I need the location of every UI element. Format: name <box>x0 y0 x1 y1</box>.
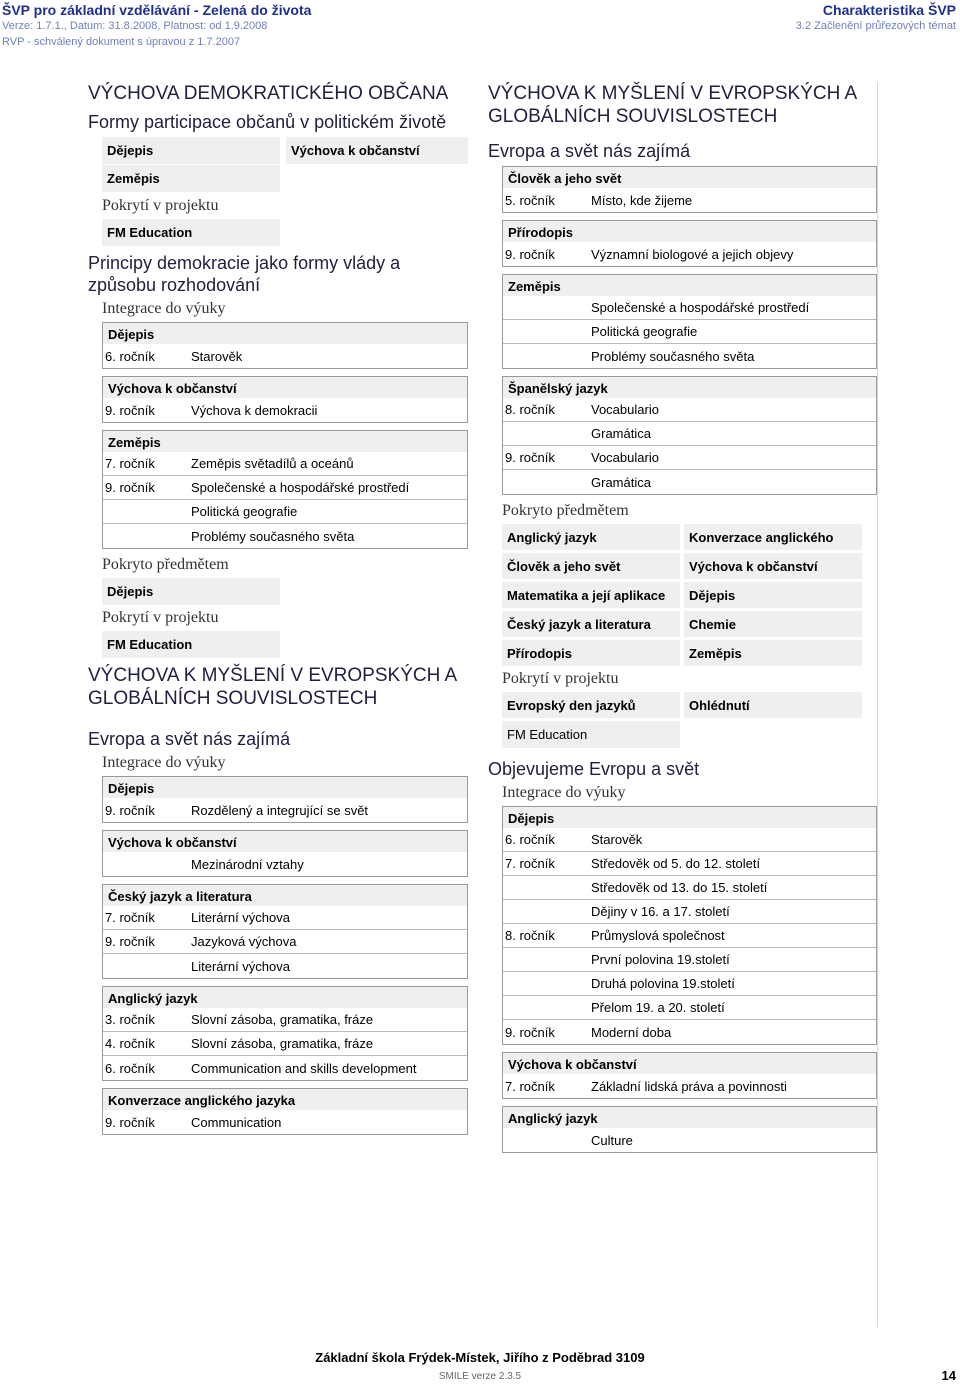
grade-label: 9. ročník <box>105 480 155 495</box>
topic-row <box>103 500 467 524</box>
topic-label: Vocabulario <box>591 450 659 465</box>
topic-row <box>103 344 467 368</box>
integration-blocks <box>488 166 877 495</box>
topic-label: Výchova k demokracii <box>191 402 318 418</box>
subsection-heading: Evropa a svět nás zajímá <box>488 141 691 161</box>
subject-heading: Zeměpis <box>503 274 876 296</box>
topic-label: Zeměpis světadílů a oceánů <box>191 456 354 471</box>
subject-heading: Anglický jazyk <box>103 986 467 1008</box>
topic-row <box>103 452 467 476</box>
topic-label: Politická geografie <box>591 324 698 339</box>
grade-label: 6. ročník <box>505 832 555 847</box>
software-version: SMILE verze 2.3.5 <box>438 1371 522 1382</box>
subject-block <box>502 274 877 369</box>
subject-heading: Český jazyk a literatura <box>103 884 467 906</box>
version-line: Verze: 1.7.1., Datum: 31.8.2008, Platnost: od 1.9.2008 <box>2 20 268 32</box>
grade-label: 9. ročník <box>505 246 555 262</box>
page-header <box>0 0 960 50</box>
subject-box: Výchova k občanství <box>286 137 468 164</box>
topic-row <box>503 320 876 344</box>
grade-label: 8. ročník <box>505 402 555 417</box>
topic-label: Gramática <box>591 426 651 441</box>
subject-block <box>502 1052 877 1099</box>
covered-heading: Pokryto předmětem <box>102 556 229 573</box>
topic-row <box>103 1056 467 1080</box>
topic-label: Politická geografie <box>191 504 298 519</box>
subject-heading: Výchova k občanství <box>503 1052 876 1074</box>
topic-row <box>503 828 876 852</box>
subject-box: Český jazyk a literatura <box>502 611 680 637</box>
topic-row <box>503 852 876 876</box>
subject-block <box>102 376 468 423</box>
topic-label: Dějiny v 16. a 17. století <box>591 904 730 919</box>
topic-label: Průmyslová společnost <box>591 928 725 943</box>
subsection-heading: Objevujeme Evropu a svět <box>488 759 700 779</box>
topic-label: Literární výchova <box>191 958 290 974</box>
section-title: Charakteristika ŠVP <box>822 2 956 18</box>
topic-label: Starověk <box>591 832 643 847</box>
topic-label: Literární výchova <box>191 910 290 925</box>
grade-label: 4. ročník <box>105 1036 155 1051</box>
integration-blocks <box>488 806 877 1153</box>
subject-heading: Výchova k občanství <box>103 830 467 852</box>
left-column <box>88 82 468 1142</box>
subject-block <box>502 376 877 495</box>
grade-label: 9. ročník <box>505 1024 555 1040</box>
subject-box: Ohlédnutí <box>684 692 862 718</box>
subject-grid <box>88 137 468 193</box>
rvp-line: RVP - schválený dokument s úpravou z 1.7.2007 <box>2 36 241 48</box>
subject-block <box>102 430 468 549</box>
topic-label: Středověk od 13. do 15. století <box>591 880 768 895</box>
school-name: Základní škola Frýdek-Místek, Jiřího z Poděbrad 3109 <box>315 1350 645 1365</box>
topic-label: Společenské a hospodářské prostředí <box>191 480 410 495</box>
topic-label: Starověk <box>191 348 243 364</box>
grade-label: 5. ročník <box>505 192 555 208</box>
topic-row <box>503 344 876 368</box>
topic-label: Problémy současného světa <box>191 528 355 544</box>
grade-label: 9. ročník <box>105 934 155 949</box>
topic-row <box>503 398 876 422</box>
subject-block <box>502 1106 877 1153</box>
subject-box: Dějepis <box>102 137 280 164</box>
topic-label: Významní biologové a jejich objevy <box>591 246 794 262</box>
topic-label: Přelom 19. a 20. století <box>591 1000 725 1015</box>
subject-heading: Výchova k občanství <box>103 376 467 398</box>
subject-heading: Konverzace anglického jazyka <box>103 1088 467 1110</box>
topic-row <box>103 1032 467 1056</box>
topic-row <box>503 900 876 924</box>
topic-row <box>503 996 876 1020</box>
coverage-heading: Pokrytí v projektu <box>102 197 219 214</box>
integration-heading: Integrace do výuky <box>102 754 226 771</box>
topic-row <box>503 948 876 972</box>
topic-row <box>503 1074 876 1098</box>
topic-row <box>103 852 467 876</box>
topic-label: Jazyková výchova <box>191 934 297 949</box>
subject-box: Evropský den jazyků <box>502 692 680 718</box>
topic-row <box>103 1110 467 1134</box>
section-title: VÝCHOVA DEMOKRATICKÉHO OBČANA <box>88 83 449 104</box>
integration-heading: Integrace do výuky <box>502 784 626 801</box>
subject-block <box>502 220 877 267</box>
subject-box: Přírodopis <box>502 640 680 666</box>
topic-label: Problémy současného světa <box>591 348 755 364</box>
topic-label: Středověk od 5. do 12. století <box>591 856 761 871</box>
covered-heading: Pokryto předmětem <box>502 502 629 519</box>
topic-row <box>503 470 876 494</box>
topic-row <box>503 1020 876 1044</box>
subject-block <box>102 776 468 823</box>
topic-row <box>503 242 876 266</box>
topic-label: Vocabulario <box>591 402 659 417</box>
topic-label: Communication and skills development <box>191 1060 417 1076</box>
topic-row <box>503 296 876 320</box>
topic-row <box>503 188 876 212</box>
topic-label: Společenské a hospodářské prostředí <box>591 300 810 315</box>
subject-box: Dějepis <box>684 582 862 608</box>
grade-label: 7. ročník <box>505 1078 555 1094</box>
subject-heading: Dějepis <box>503 806 876 828</box>
grade-label: 7. ročník <box>105 910 155 925</box>
grade-label: 7. ročník <box>105 456 155 471</box>
topic-label: Druhá polovina 19.století <box>591 976 735 991</box>
grade-label: 9. ročník <box>105 802 155 818</box>
subject-box: Anglický jazyk <box>502 524 680 550</box>
project-box: FM Education <box>502 721 680 748</box>
topic-label: Slovní zásoba, gramatika, fráze <box>191 1012 374 1027</box>
subject-box: Konverzace anglického <box>684 524 862 550</box>
subject-block <box>102 322 468 369</box>
coverage-heading: Pokrytí v projektu <box>102 609 219 626</box>
topic-row <box>503 422 876 446</box>
subject-box: Člověk a jeho svět <box>502 553 680 579</box>
project-grid <box>502 692 877 718</box>
subject-box: Výchova k občanství <box>684 553 862 579</box>
topic-row <box>503 924 876 948</box>
topic-label: Rozdělený a integrující se svět <box>191 802 369 818</box>
grade-label: 8. ročník <box>505 928 555 943</box>
topic-label: Culture <box>591 1132 633 1148</box>
topic-label: Základní lidská práva a povinnosti <box>591 1078 787 1094</box>
grade-label: 7. ročník <box>505 856 555 871</box>
topic-label: Slovní zásoba, gramatika, fráze <box>191 1036 374 1051</box>
subject-block <box>102 884 468 979</box>
subsection-heading: Principy demokracie jako formy vlády a způsobu rozhodování <box>88 253 401 295</box>
right-column <box>488 82 878 1327</box>
topic-row <box>103 930 467 954</box>
subject-block <box>102 986 468 1081</box>
subject-block <box>102 830 468 877</box>
topic-row <box>103 476 467 500</box>
subject-box: Zeměpis <box>102 165 280 192</box>
subsection-title: 3.2 Začlenění průřezových témat <box>795 20 956 32</box>
topic-label: První polovina 19.století <box>591 952 730 967</box>
subject-heading: Člověk a jeho svět <box>503 166 876 188</box>
subject-block <box>502 806 877 1045</box>
coverage-heading: Pokrytí v projektu <box>502 670 619 687</box>
topic-row <box>103 398 467 422</box>
subject-heading: Anglický jazyk <box>503 1106 876 1128</box>
topic-row <box>103 906 467 930</box>
grade-label: 6. ročník <box>105 348 155 364</box>
subject-heading: Španělský jazyk <box>503 376 876 398</box>
subject-heading: Přírodopis <box>503 220 876 242</box>
topic-label: Communication <box>191 1114 282 1130</box>
grade-label: 9. ročník <box>105 1114 155 1130</box>
document-title: ŠVP pro základní vzdělávání - Zelená do života <box>2 2 312 18</box>
subject-block <box>102 1088 468 1135</box>
project-box: FM Education <box>102 219 280 246</box>
integration-heading: Integrace do výuky <box>102 300 226 317</box>
subject-box: Zeměpis <box>684 640 862 666</box>
topic-row <box>503 972 876 996</box>
subject-heading: Dějepis <box>103 322 467 344</box>
topic-row <box>103 798 467 822</box>
subject-heading: Dějepis <box>103 776 467 798</box>
topic-label: Mezinárodní vztahy <box>191 856 304 872</box>
subject-box: Chemie <box>684 611 862 637</box>
section-title: VÝCHOVA K MYŠLENÍ V EVROPSKÝCH A GLOBÁLNÍCH SOUVISLOSTECH <box>488 83 857 127</box>
topic-row <box>103 954 467 978</box>
section-title: VÝCHOVA K MYŠLENÍ V EVROPSKÝCH A GLOBÁLNÍCH SOUVISLOSTECH <box>88 665 457 709</box>
subsection-heading: Evropa a svět nás zajímá <box>88 729 291 749</box>
topic-row <box>103 1008 467 1032</box>
topic-row <box>503 446 876 470</box>
grade-label: 9. ročník <box>105 402 155 418</box>
subject-heading: Zeměpis <box>103 430 467 452</box>
subject-block <box>502 166 877 213</box>
subject-box: Dějepis <box>102 578 280 605</box>
subject-grid <box>502 524 877 666</box>
project-box: FM Education <box>102 631 280 658</box>
integration-blocks <box>88 776 468 1135</box>
integration-blocks <box>88 322 468 549</box>
topic-label: Místo, kde žijeme <box>591 192 693 208</box>
topic-label: Moderní doba <box>591 1024 672 1040</box>
grade-label: 6. ročník <box>105 1060 155 1076</box>
subject-box: Matematika a její aplikace <box>502 582 680 608</box>
topic-row <box>503 876 876 900</box>
topic-row <box>503 1128 876 1152</box>
subsection-heading: Formy participace občanů v politickém životě <box>88 112 447 132</box>
topic-label: Gramática <box>591 474 651 490</box>
grade-label: 3. ročník <box>105 1012 155 1027</box>
topic-row <box>103 524 467 548</box>
grade-label: 9. ročník <box>505 450 555 465</box>
page-number: 14 <box>941 1368 956 1383</box>
